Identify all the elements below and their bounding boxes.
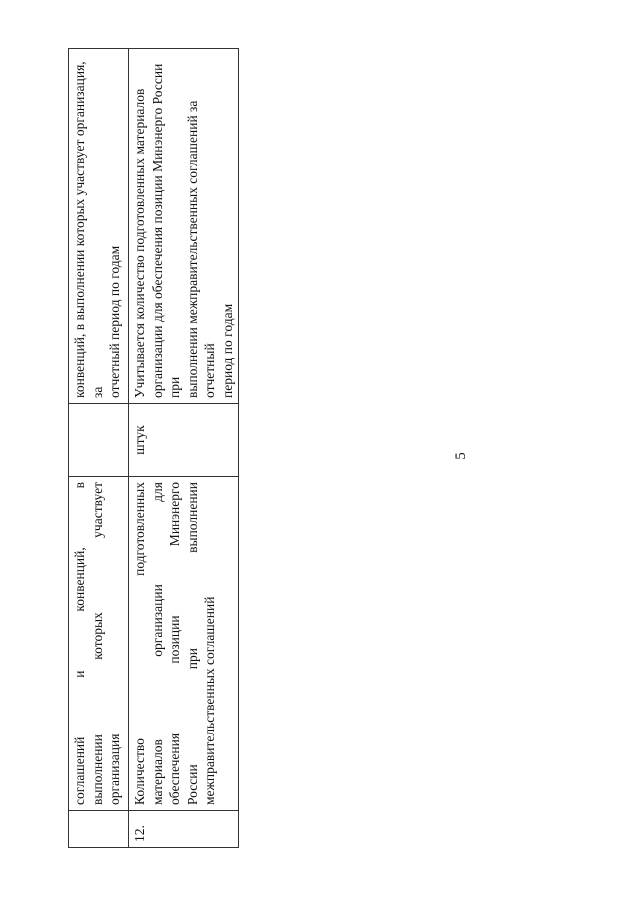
row-number [69, 811, 129, 848]
indicator-description [69, 49, 129, 404]
page-number: 5 [453, 452, 469, 460]
table-body [69, 49, 239, 848]
word: выполнении [184, 482, 200, 553]
word: которых [89, 612, 105, 660]
row-number: 12. [129, 811, 239, 848]
table-row [69, 49, 129, 848]
word: конвенций, [72, 547, 87, 612]
indicator-name-line [106, 482, 124, 805]
description-line: конвенций, в выполнении которых участвует организация, за [72, 61, 105, 398]
indicator-name [69, 477, 129, 811]
indicators-table [68, 48, 239, 848]
description-line: выполнении межправительственных соглашений за отчетный [184, 100, 217, 398]
description-line: период по годам [219, 303, 235, 398]
indicator-name-line [71, 482, 89, 805]
word: участвует [89, 482, 105, 538]
indicator-description [129, 49, 239, 404]
word: организации [149, 584, 165, 657]
word: в [72, 482, 87, 489]
word: межправительственных соглашений [202, 596, 217, 805]
word: Количество [132, 738, 147, 805]
word: позиции [167, 615, 182, 664]
word: Минэнерго [167, 482, 182, 547]
indicator-name-line [89, 482, 107, 805]
table-row [129, 49, 239, 848]
indicator-name-line [166, 482, 184, 805]
indicator-name-line [131, 482, 149, 805]
description-line: отчетный период по годам [107, 245, 122, 398]
indicators-table-frame [68, 48, 235, 848]
word: России [184, 764, 200, 805]
indicator-name-line [201, 482, 219, 805]
word: соглашений [72, 736, 87, 805]
word: материалов [149, 739, 165, 805]
word: подготовленных [132, 482, 147, 576]
description-line: организации для обеспечения позиции Минэнерго России при [149, 63, 182, 398]
indicators-table-rotated [68, 48, 235, 848]
word: при [184, 647, 200, 670]
indicator-name-line [149, 482, 167, 805]
word: организация [107, 733, 122, 805]
word: и [72, 670, 87, 678]
indicator-name-line [184, 482, 202, 805]
unit-of-measure: штук [129, 404, 239, 477]
description-line: Учитывается количество подготовленных материалов [132, 88, 147, 398]
word: для [149, 482, 165, 502]
indicator-name [129, 477, 239, 811]
unit-of-measure [69, 404, 129, 477]
word: выполнении [89, 734, 105, 805]
word: обеспечения [167, 732, 182, 805]
